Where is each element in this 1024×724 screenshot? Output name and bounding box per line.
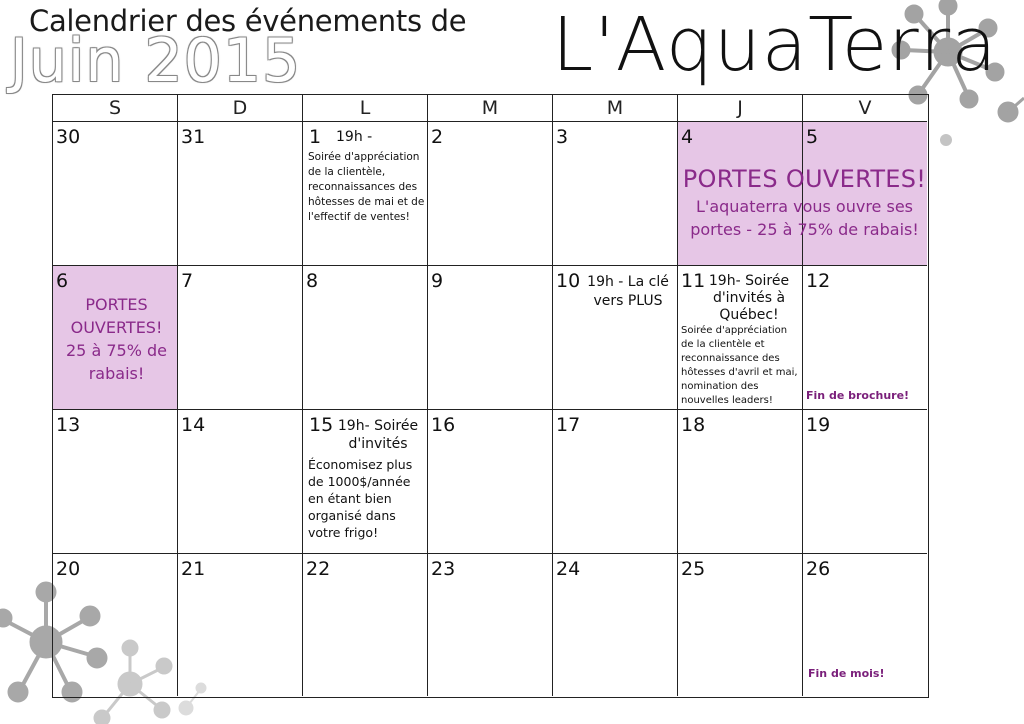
open-house-subtitle: L'aquaterra vous ouvre ses portes - 25 à 75% de rabais! bbox=[690, 197, 919, 239]
day-header-fri: V bbox=[803, 95, 927, 122]
day-number: 21 bbox=[181, 558, 206, 580]
day-cell-jun-19 bbox=[803, 410, 927, 554]
day-cell-jun-5 bbox=[803, 122, 927, 266]
calendar-subtitle: Calendrier des événements de bbox=[29, 4, 467, 38]
day-cell-jun-3 bbox=[553, 122, 678, 266]
day-cell-may-30 bbox=[53, 122, 178, 266]
note-end-of-month: Fin de mois! bbox=[808, 667, 885, 680]
day-cell-jun-14 bbox=[178, 410, 303, 554]
day-cell-jun-10 bbox=[553, 266, 678, 410]
day-number: 8 bbox=[306, 270, 319, 292]
day-number: 5 bbox=[806, 126, 819, 148]
day-number: 23 bbox=[431, 558, 456, 580]
day-number: 24 bbox=[556, 558, 581, 580]
day-header-wed: M bbox=[553, 95, 678, 122]
day-number: 30 bbox=[56, 126, 81, 148]
day-cell-jun-1 bbox=[303, 122, 428, 266]
day-header-tue: M bbox=[428, 95, 553, 122]
day-cell-jun-9 bbox=[428, 266, 553, 410]
day-cell-jun-13 bbox=[53, 410, 178, 554]
month-title: Juin 2015 bbox=[10, 26, 302, 96]
day-number: 9 bbox=[431, 270, 444, 292]
day-cell-jun-18 bbox=[678, 410, 803, 554]
day-number: 11 bbox=[681, 270, 706, 292]
day-cell-jun-8 bbox=[303, 266, 428, 410]
day-number: 3 bbox=[556, 126, 569, 148]
day-number: 17 bbox=[556, 414, 581, 436]
day-number: 12 bbox=[806, 270, 831, 292]
day-header-thu: J bbox=[678, 95, 803, 122]
day-number: 4 bbox=[681, 126, 694, 148]
day-cell-jun-4 bbox=[678, 122, 803, 266]
day-cell-jun-25 bbox=[678, 554, 803, 696]
open-house-title: PORTES OUVERTES! bbox=[682, 165, 927, 193]
day-number: 13 bbox=[56, 414, 81, 436]
calendar-grid bbox=[52, 94, 929, 698]
day-number: 20 bbox=[56, 558, 81, 580]
open-house-jun-6: PORTES OUVERTES! 25 à 75% de rabais! bbox=[66, 295, 167, 383]
day-number: 19 bbox=[806, 414, 831, 436]
event-title-jun-11: 19h- Soirée d'invités à Québec! bbox=[708, 273, 790, 323]
day-cell-jun-26 bbox=[803, 554, 927, 696]
day-number: 1 bbox=[309, 126, 322, 148]
day-cell-jun-20 bbox=[53, 554, 178, 696]
day-cell-jun-11 bbox=[678, 266, 803, 410]
day-cell-jun-12 bbox=[803, 266, 927, 410]
day-number: 6 bbox=[56, 270, 69, 292]
day-header-sun: D bbox=[178, 95, 303, 122]
day-number: 2 bbox=[431, 126, 444, 148]
event-title-jun-1: 19h - bbox=[336, 129, 373, 145]
event-desc-jun-1: Soirée d'appréciation de la clientèle, reconnaissances des hôtesses de mai et de l'effectif de ventes! bbox=[308, 151, 425, 223]
day-cell-jun-23 bbox=[428, 554, 553, 696]
brand-title: L'AquaTerra bbox=[552, 2, 998, 88]
day-cell-may-31 bbox=[178, 122, 303, 266]
day-number: 10 bbox=[556, 270, 581, 292]
day-header-mon: L bbox=[303, 95, 428, 122]
day-number: 18 bbox=[681, 414, 706, 436]
event-desc-jun-15: Économisez plus de 1000$/année en étant bien organisé dans votre frigo! bbox=[308, 457, 413, 540]
day-number: 14 bbox=[181, 414, 206, 436]
day-cell-jun-2 bbox=[428, 122, 553, 266]
day-cell-jun-17 bbox=[553, 410, 678, 554]
day-cell-jun-7 bbox=[178, 266, 303, 410]
event-desc-jun-11: Soirée d'appréciation de la clientèle et reconnaissance des hôtesses d'avril et mai, nomination des nouvelles leaders! bbox=[681, 325, 798, 406]
day-cell-jun-22 bbox=[303, 554, 428, 696]
event-title-jun-10: 19h - La clé vers PLUS bbox=[587, 274, 669, 309]
day-number: 7 bbox=[181, 270, 194, 292]
day-cell-jun-24 bbox=[553, 554, 678, 696]
day-number: 26 bbox=[806, 558, 831, 580]
day-number: 16 bbox=[431, 414, 456, 436]
day-header-sat: S bbox=[53, 95, 178, 122]
day-cell-jun-16 bbox=[428, 410, 553, 554]
note-end-of-brochure: Fin de brochure! bbox=[806, 389, 910, 402]
day-number: 31 bbox=[181, 126, 206, 148]
day-number: 15 bbox=[309, 414, 334, 436]
day-cell-jun-21 bbox=[178, 554, 303, 696]
day-number: 25 bbox=[681, 558, 706, 580]
day-cell-jun-15 bbox=[303, 410, 428, 554]
event-title-jun-15: 19h- Soirée d'invités bbox=[337, 418, 419, 452]
day-number: 22 bbox=[306, 558, 331, 580]
